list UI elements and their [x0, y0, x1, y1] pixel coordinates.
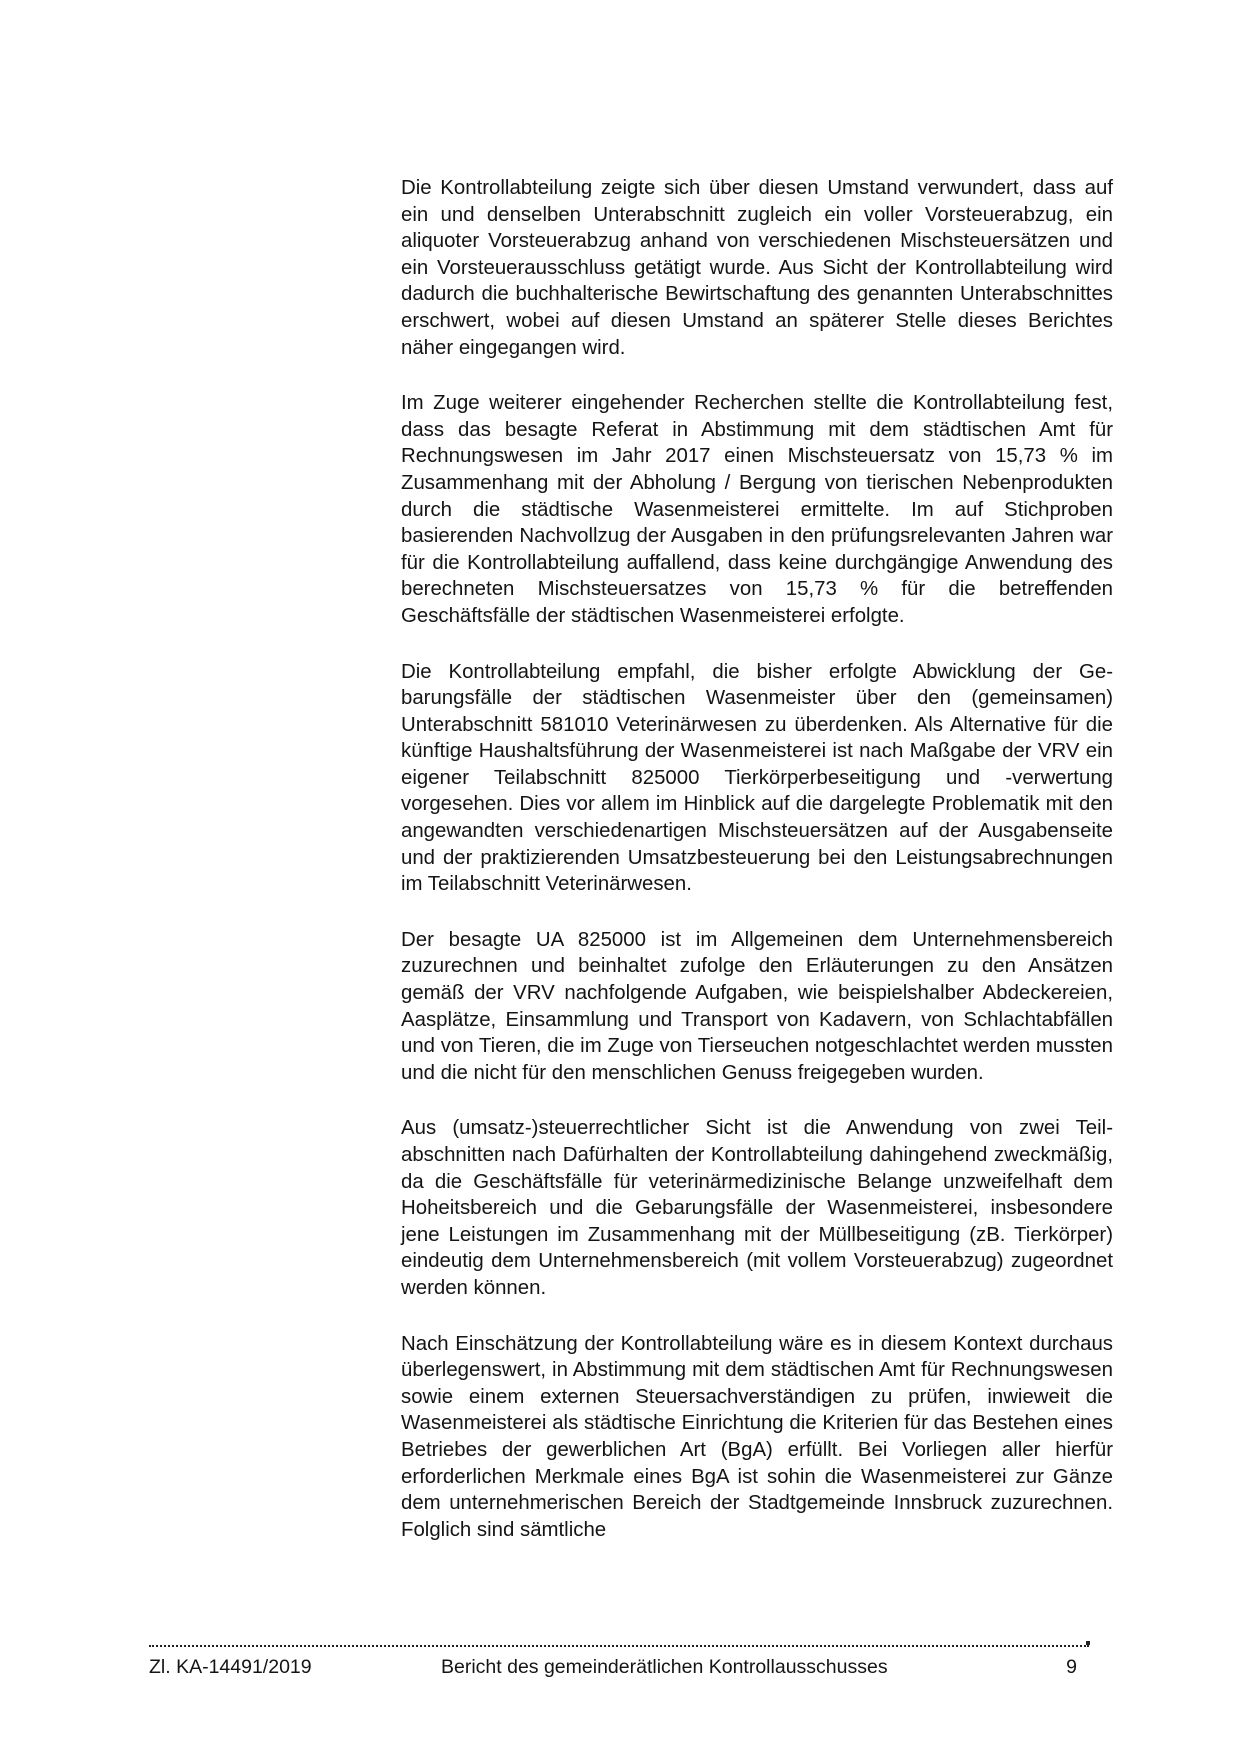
- paragraph-2: Im Zuge weiterer eingehender Recherchen stellte die Kontrollabteilung fest, dass das besagte Referat in Abstimmung mit dem städtischen Amt für Rechnungswesen im Jahr 2017 einen Mischsteuersatz von 15,73 % im Zusammenhang mit der Abholung / Bergung von tierischen Nebenprodukten durch die städtische Wasenmeisterei ermittelte. Im auf Stichproben basierenden Nachvollzug der Ausgaben in den prüfungsrelevanten Jahren war für die Kontrollabteilung auffallend, dass keine durchgängige Anwendung des berechneten Mischsteuersatzes von 15,73 % für die betreffenden Geschäftsfälle der städtischen Wasenmeisterei erfolgte.: [401, 392, 1113, 627]
- page-number: 9: [1066, 1656, 1077, 1678]
- footer-divider-end-mark: [1086, 1641, 1090, 1645]
- footer-divider: [149, 1633, 1089, 1647]
- page-footer: [149, 1654, 1089, 1680]
- footer-reference: Zl. KA-14491/2019: [149, 1656, 312, 1678]
- document-body: [401, 175, 1113, 1572]
- paragraph-3: Die Kontrollabteilung empfahl, die bisher erfolgte Abwicklung der Gebarungsfälle der städtischen Wasenmeister über den (gemeinsamen) Unterabschnitt 581010 Veterinärwesen zu überdenken. Als Alternative für die künftige Haushaltsführung der Wasenmeisterei ist nach Maßgabe der VRV ein eigener Teilabschnitt 825000 Tierkörperbeseitigung und -verwertung vorgesehen. Dies vor allem im Hinblick auf die dargelegte Problematik mit den angewandten verschiedenartigen Mischsteuersätzen auf der Ausgabenseite und der praktizierenden Umsatzbesteuerung bei den Leistungsabrechnungen im Teilabschnitt Veterinärwesen.: [401, 660, 1113, 896]
- paragraph-1: Die Kontrollabteilung zeigte sich über diesen Umstand verwundert, dass auf ein und denselben Unterabschnitt zugleich ein voller Vorsteuerabzug, ein aliquoter Vorsteuerabzug anhand von verschiedenen Mischsteuersätzen und ein Vorsteuerausschluss getätigt wurde. Aus Sicht der Kontrollabteilung wird dadurch die buchhalterische Bewirtschaftung des genannten Unterabschnittes erschwert, wobei auf diesen Umstand an späterer Stelle dieses Berichtes näher eingegangen wird.: [401, 177, 1113, 359]
- footer-title: Bericht des gemeinderätlichen Kontrollausschusses: [441, 1656, 888, 1678]
- paragraph-4: Der besagte UA 825000 ist im Allgemeinen dem Unternehmensbereich zuzurechnen und beinhaltet zufolge den Erläuterungen zu den Ansätzen gemäß der VRV nachfolgende Aufgaben, wie beispielshalber Abdeckereien, Aasplätze, Einsammlung und Transport von Kadavern, von Schlachtabfällen und von Tieren, die im Zuge von Tierseuchen notgeschlachtet werden mussten und die nicht für den menschlichen Genuss freigegeben wurden.: [401, 928, 1113, 1084]
- paragraph-5: Aus (umsatz-)steuerrechtlicher Sicht ist die Anwendung von zwei Teilabschnitten nach Dafürhalten der Kontrollabteilung dahingehend zweckmäßig, da die Geschäftsfälle für veterinärmedizinische Belange unzweifelhaft dem Hoheitsbereich und die Gebarungsfälle der Wasenmeisterei, insbesondere jene Leistungen im Zusammenhang mit der Müllbeseitigung (zB. Tierkörper) eindeutig dem Unternehmensbereich (mit vollem Vorsteuerabzug) zugeordnet werden können.: [401, 1117, 1113, 1299]
- paragraph-6: Nach Einschätzung der Kontrollabteilung wäre es in diesem Kontext durchaus überlegenswert, in Abstimmung mit dem städtischen Amt für Rechnungswesen sowie einem externen Steuersachverständigen zu prüfen, inwieweit die Wasenmeisterei als städtische Einrichtung die Kriterien für das Bestehen eines Betriebes der gewerblichen Art (BgA) erfüllt. Bei Vorliegen aller hierfür erforderlichen Merkmale eines BgA ist sohin die Wasenmeisterei zur Gänze dem unternehmerischen Bereich der Stadtgemeinde Innsbruck zuzurechnen. Folglich sind sämtliche: [401, 1332, 1113, 1541]
